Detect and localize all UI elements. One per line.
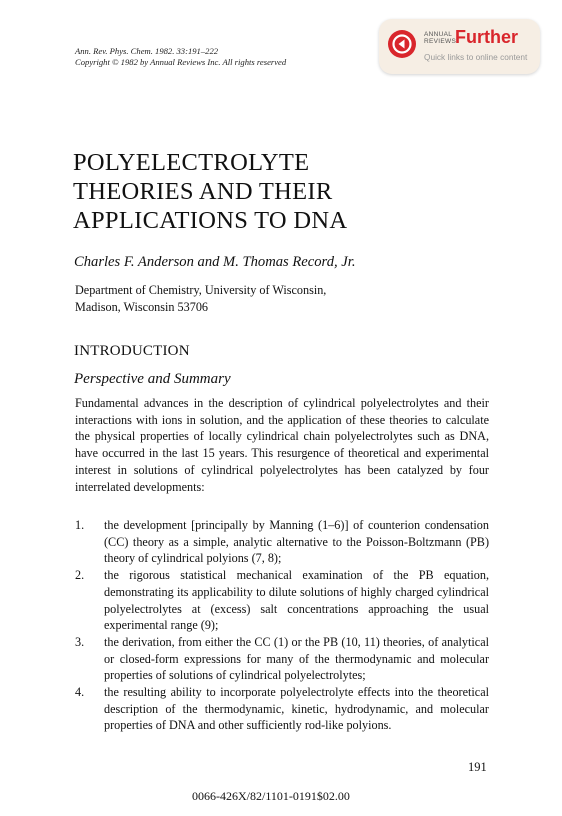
article-code: 0066-426X/82/1101-0191$02.00 [192, 789, 350, 803]
affiliation-line: Madison, Wisconsin 53706 [75, 300, 209, 314]
list-item [75, 684, 489, 734]
annual-reviews-wordmark [424, 31, 456, 45]
title-line: POLYELECTROLYTE [73, 149, 310, 176]
list-item-number: 2. [75, 568, 85, 583]
article-authors: Charles F. Anderson and M. Thomas Record, Jr. [74, 254, 356, 270]
journal-citation-block [75, 46, 286, 68]
annual-word: ANNUAL [424, 31, 453, 38]
copyright-line: Copyright © 1982 by Annual Reviews Inc. All rights reserved [75, 57, 287, 67]
subsection-heading: Perspective and Summary [74, 371, 231, 387]
list-item-number: 1. [75, 518, 85, 532]
list-item-number: 3. [75, 634, 85, 649]
affiliation-line: Department of Chemistry, University of Wisconsin, [75, 283, 327, 297]
list-item-text: the rigorous statistical mechanical examination of the PB equation, demonstrating its applicability to dilute solutions of highly charged cylindrical polyelectrolytes at (excess) salt concentrations approaching the usual experimental range (9); [104, 568, 489, 633]
list-item-text: the resulting ability to incorporate polyelectrolyte effects into the theoretical description of the thermodynamic, kinetic, hydrodynamic, and molecular properties of DNA and other sufficiently rod-like polyions. [104, 685, 489, 733]
list-item-text: the derivation, from either the CC (1) or the PB (10, 11) theories, of analytical or closed-form expressions for many of the thermodynamic and molecular properties of solutions of cylindrical polyelectrolytes; [104, 634, 489, 683]
list-item [75, 634, 489, 684]
page-number: 191 [468, 760, 487, 774]
further-label: Further [455, 27, 518, 47]
annual-reviews-arrow-logo-icon [388, 30, 416, 58]
list-item-number: 4. [75, 685, 85, 700]
journal-citation: Ann. Rev. Phys. Chem. 1982. 33:191–222 [75, 46, 219, 56]
list-item [75, 567, 489, 634]
intro-paragraph: Fundamental advances in the description of cylindrical polyelectrolytes and their interactions with ions in solution, and the application of these theories to calculate the physical properties of locally cylindrical chain polyelectrolytes such as DNA, have occurred in the last 15 years. This resurgence of theoretical and experimental interest in solutions of cylindrical polyelectrolytes has been catalyzed by four interrelated developments: [75, 396, 489, 494]
reviews-word: REVIEWS [424, 38, 457, 45]
title-line: THEORIES AND THEIR [73, 178, 333, 205]
section-heading: INTRODUCTION [74, 343, 190, 359]
list-item-text: the development [principally by Manning (1–6)] of counterion condensation (CC) theory as a simple, analytic alternative to the Poisson-Boltzmann (PB) theory of cylindrical polyions (7, 8); [104, 518, 489, 566]
title-line: APPLICATIONS TO DNA [73, 207, 348, 234]
further-subtitle: Quick links to online content [424, 52, 528, 62]
developments-list [75, 517, 489, 734]
author-affiliation [75, 282, 326, 316]
further-annual-reviews-badge[interactable] [379, 19, 540, 74]
list-item [75, 517, 489, 567]
article-title [73, 148, 347, 235]
